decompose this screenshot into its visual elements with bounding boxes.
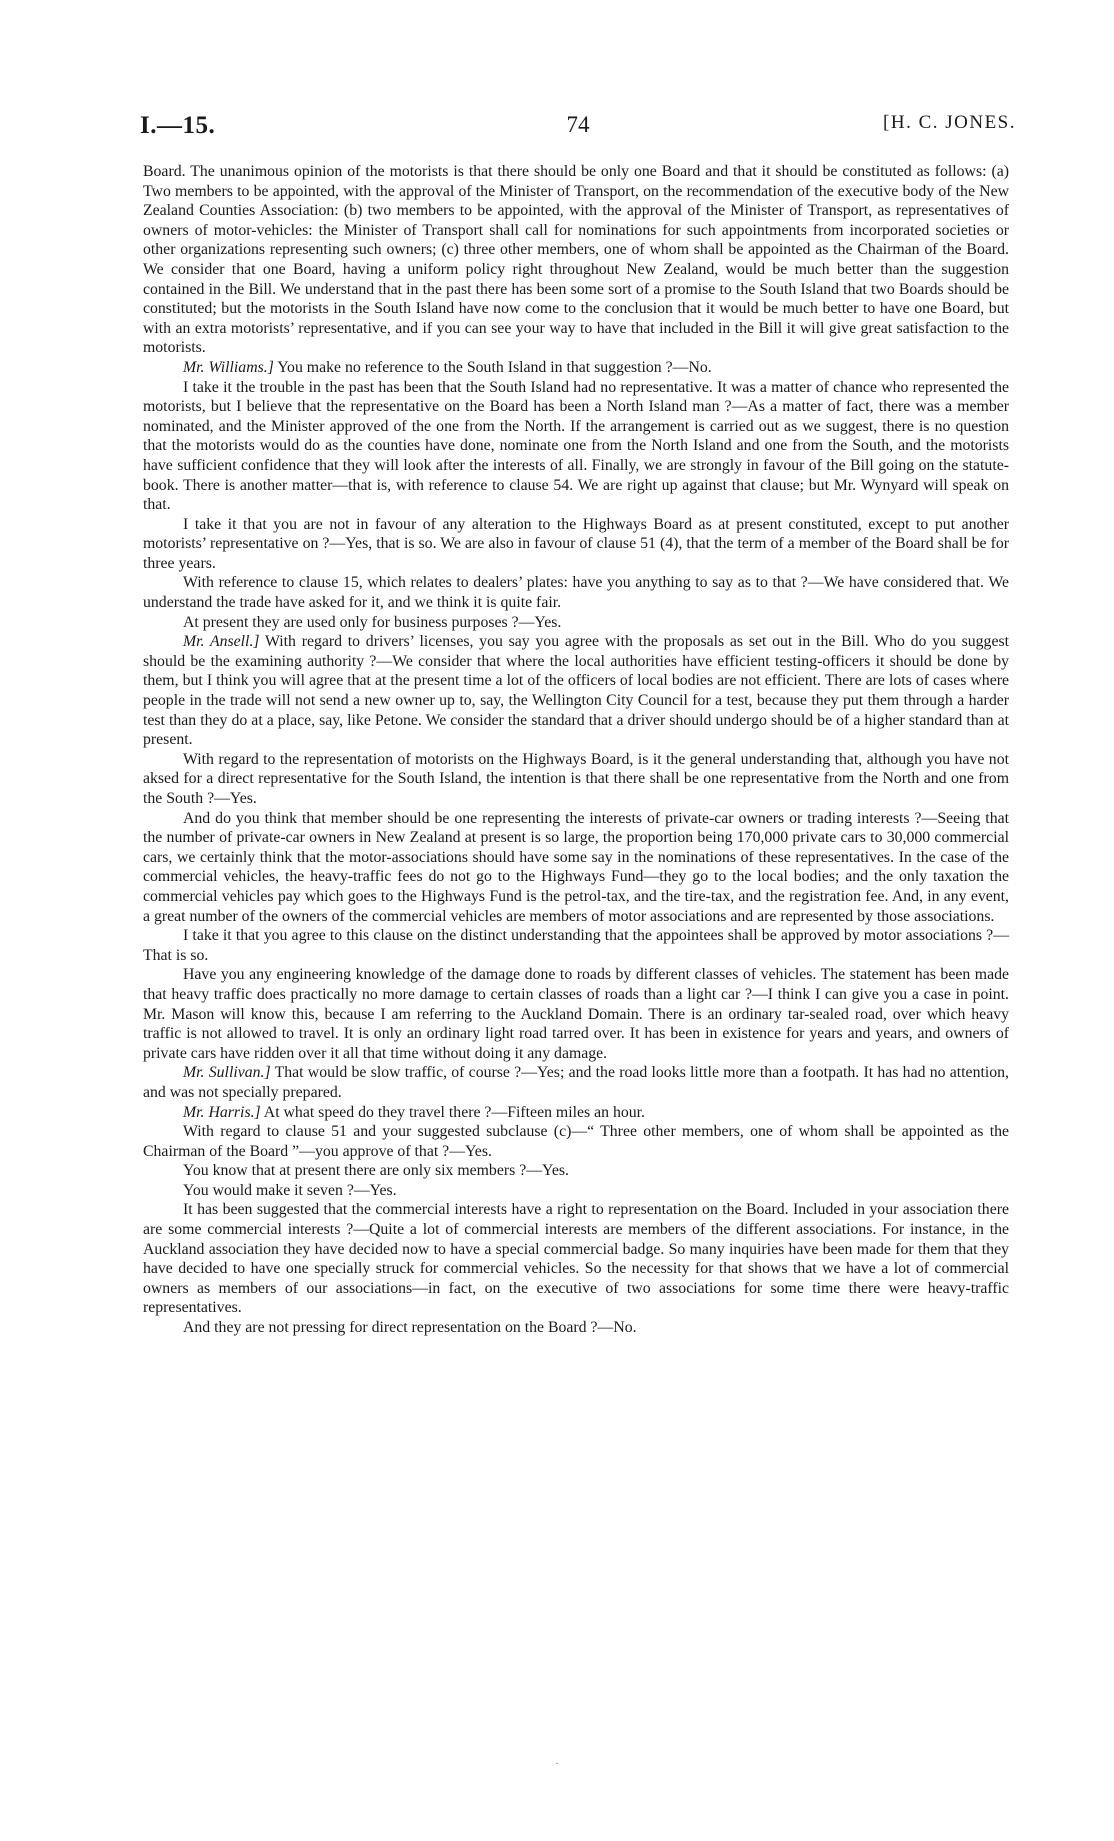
paragraph-text: Board. The unanimous opinion of the motorists is that there should be only one Board and that it should be constituted as follows: (a) Two members to be appointed, with the approval of the Minister of Transport, on the recommendation of the executive body of the New Zealand Counties Association: (b) two members to be appointed, with the approval of the Minister of Transport, as representatives of owners of motor-vehicles: the Minister of Transport shall call for nominations for such appointments from incorporated societies or other organizations representing such owners; (c) three other members, one of whom shall be appointed as the Chairman of the Board. We consider that one Board, having a uniform policy right throughout New Zealand, would be much better than the suggestion contained in the Bill. We understand that in the past there has been some sort of a promise to the South Island that two Boards should be constituted; but the motorists in the South Island have now come to the conclusion that it would be much better to have one Board, but with an extra motorists’ representative, and if you can see your way to have that included in the Bill it will give great satisfaction to the motorists. <box>143 163 1009 357</box>
paragraph-text: With reference to clause 15, which relates to dealers’ plates: have you anything to say as to that ?—We have considered that. We understand the trade have asked for it, and we think it is quite fair. <box>143 574 1009 612</box>
transcript-paragraph <box>143 1318 1009 1338</box>
transcript-paragraph <box>143 1181 1009 1201</box>
page-header <box>140 112 1016 146</box>
speaker-label: Mr. Williams.] <box>183 358 274 376</box>
transcript-paragraph <box>143 358 1009 378</box>
paragraph-text: You make no reference to the South Island in that suggestion ?—No. <box>273 358 712 376</box>
transcript-paragraph <box>143 162 1009 358</box>
transcript-paragraph <box>143 1122 1009 1161</box>
speaker-label: Mr. Harris.] <box>183 1103 261 1121</box>
transcript-paragraph <box>143 378 1009 515</box>
report-reference: I.—15. <box>140 112 216 139</box>
paragraph-text: You would make it seven ?—Yes. <box>183 1181 397 1199</box>
transcript-paragraph <box>143 1161 1009 1181</box>
paragraph-text: That would be slow traffic, of course ?—Yes; and the road looks little more than a footpath. It has had no attention, and was not specially prepared. <box>143 1064 1009 1101</box>
speaker-label: Mr. Sullivan.] <box>183 1064 271 1082</box>
paragraph-text: It has been suggested that the commercial interests have a right to representation on the Board. Included in your association there are some commercial interests ?—Quite a lot of commercial interests are members of the different associations. For instance, in the Auckland association they have decided now to have a special commercial badge. So many inquiries have been made for them that they have decided to have one specially struck for commercial vehicles. So the necessity for that shows that we have a lot of commercial owners as members of our associations—in fact, on the executive of two associations for some time there were heavy-traffic representatives. <box>143 1201 1009 1317</box>
paragraph-text: And do you think that member should be one representing the interests of private-car owners or trading interests ?—Seeing that the number of private-car owners in New Zealand at present is so large, the proportion being 170,000 private cars to 30,000 commercial cars, we certainly think that the motor-associations should have some say in the nominations of these representatives. In the case of the commercial vehicles, the heavy-traffic fees do not go to the Highways Fund—they go to the local bodies; and the only taxation the commercial vehicles pay which goes to the Highways Fund is the petrol-tax, and the tire-tax, and the registration fee. And, in any event, a great number of the owners of the commercial vehicles are members of motor associations and are represented by those associations. <box>143 809 1009 925</box>
transcript-paragraph <box>143 632 1009 750</box>
paragraph-text: With regard to clause 51 and your suggested subclause (c)—“ Three other members, one of whom shall be appointed as the Chairman of the Board ”—you approve of that ?—Yes. <box>143 1123 1009 1160</box>
paragraph-text: With regard to drivers’ licenses, you say you agree with the proposals as set out in the Bill. Who do you suggest should be the examining authority ?—We consider that where the local authorities have efficient testing-officers it should be done by them, but I think you will agree that at the present time a lot of the officers of local bodies are not efficient. There are lots of cases where people in the trade will not send a new owner up to, say, the Wellington City Council for a test, because they put them through a harder test than they do at a place, say, like Petone. We consider the standard that a driver should undergo should be of a higher standard than at present. <box>143 633 1009 749</box>
paragraph-text: Have you any engineering knowledge of the damage done to roads by different classes of vehicles. The statement has been made that heavy traffic does practically no more damage to certain classes of roads than a light car ?—I think I can give you a case in point. Mr. Mason will know this, because I am referring to the Auckland Domain. There is an ordinary tar-sealed road, over which heavy traffic is not allowed to travel. It is only an ordinary light road tarred over. It has been in existence for years and years, and owners of private cars have ridden over it all that time without doing it any damage. <box>143 966 1009 1062</box>
paragraph-text: At what speed do they travel there ?—Fifteen miles an hour. <box>260 1103 645 1121</box>
evidence-transcript <box>143 162 1009 1338</box>
transcript-paragraph <box>143 515 1009 574</box>
transcript-paragraph <box>143 1103 1009 1123</box>
transcript-paragraph <box>143 750 1009 809</box>
paragraph-text: At present they are used only for business purposes ?—Yes. <box>183 613 562 631</box>
transcript-paragraph <box>143 965 1009 1063</box>
page-footer-mark: · <box>555 1758 559 1770</box>
paragraph-text: And they are not pressing for direct representation on the Board ?—No. <box>183 1319 637 1337</box>
paragraph-text: I take it the trouble in the past has been that the South Island had no representative. It was a matter of chance who represented the motorists, but I believe that the representative on the Board has been a North Island man ?—As a matter of fact, there was a member nominated, and the Minister approved of the one from the North. If the arrangement is carried out as we suggest, there is no question that the motorists would do as the counties have done, nominate one from the North Island and one from the South, and the motorists have sufficient confidence that they will look after the interests of all. Finally, we are strongly in favour of the Bill going on the statute-book. There is another matter—that is, with reference to clause 54. We are right up against that clause; but Mr. Wynyard will speak on that. <box>143 378 1009 514</box>
paragraph-text: I take it that you are not in favour of any alteration to the Highways Board as at present constituted, except to put another motorists’ representative on ?—Yes, that is so. We are also in favour of clause 51 (4), that the term of a member of the Board shall be for three years. <box>143 515 1009 572</box>
speaker-label: Mr. Ansell.] <box>183 633 260 651</box>
paragraph-text: You know that at present there are only six members ?—Yes. <box>183 1162 569 1180</box>
transcript-paragraph <box>143 573 1009 612</box>
transcript-paragraph <box>143 926 1009 965</box>
transcript-paragraph <box>143 1200 1009 1318</box>
transcript-paragraph <box>143 613 1009 633</box>
witness-name: [H. C. JONES. <box>883 112 1016 133</box>
paragraph-text: I take it that you agree to this clause on the distinct understanding that the appointees shall be approved by motor associations ?—That is so. <box>143 927 1009 964</box>
transcript-paragraph <box>143 1063 1009 1102</box>
transcript-paragraph <box>143 809 1009 927</box>
page-number: 74 <box>566 112 590 137</box>
paragraph-text: With regard to the representation of motorists on the Highways Board, is it the general understanding that, although you have not aksed for a direct representative for the South Island, the intention is that there shall be one representative from the North and one from the South ?—Yes. <box>143 750 1009 807</box>
